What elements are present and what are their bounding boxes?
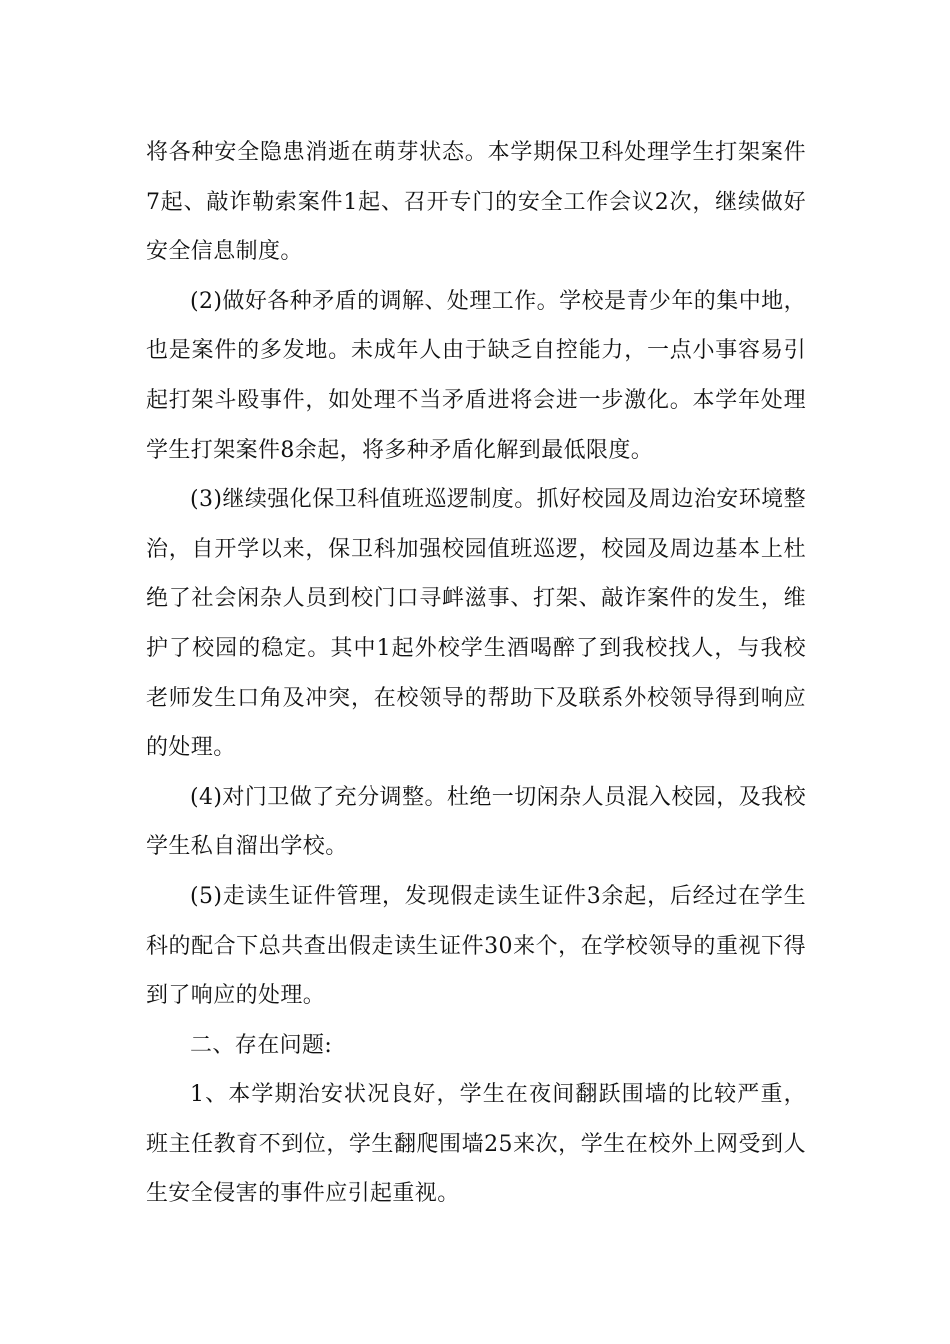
- paragraph-continuation: 将各种安全隐患消逝在萌芽状态。本学期保卫科处理学生打架案件7起、敲诈勒索案件1起、召开专门的安全工作会议2次，继续做好安全信息制度。: [146, 140, 806, 265]
- document-body: [146, 128, 806, 1219]
- paragraph-item-2: (2)做好各种矛盾的调解、处理工作。学校是青少年的集中地，也是案件的多发地。未成年人由于缺乏自控能力，一点小事容易引起打架斗殴事件，如处理不当矛盾进将会进一步激化。本学年处理学生打架案件8余起，将多种矛盾化解到最低限度。: [146, 288, 806, 463]
- paragraph-item-5: (5)走读生证件管理，发现假走读生证件3余起，后经过在学生科的配合下总共查出假走读生证件30来个，在学校领导的重视下得到了响应的处理。: [146, 883, 806, 1009]
- section-heading: 二、存在问题:: [190, 1032, 333, 1058]
- paragraph-problem-1: 1、本学期治安状况良好，学生在夜间翻跃围墙的比较严重，班主任教育不到位，学生翻爬围墙25来次，学生在校外上网受到人生安全侵害的事件应引起重视。: [146, 1082, 806, 1207]
- paragraph-item-3: (3)继续强化保卫科值班巡逻制度。抓好校园及周边治安环境整治，自开学以来，保卫科加强校园值班巡逻，校园及周边基本上杜绝了社会闲杂人员到校门口寻衅滋事、打架、敲诈案件的发生，维护了校园的稳定。其中1起外校学生酒喝醉了到我校找人，与我校老师发生口角及冲突，在校领导的帮助下及联系外校领导得到响应的处理。: [146, 487, 806, 761]
- paragraph-item-4: (4)对门卫做了充分调整。杜绝一切闲杂人员混入校园，及我校学生私自溜出学校。: [146, 784, 806, 860]
